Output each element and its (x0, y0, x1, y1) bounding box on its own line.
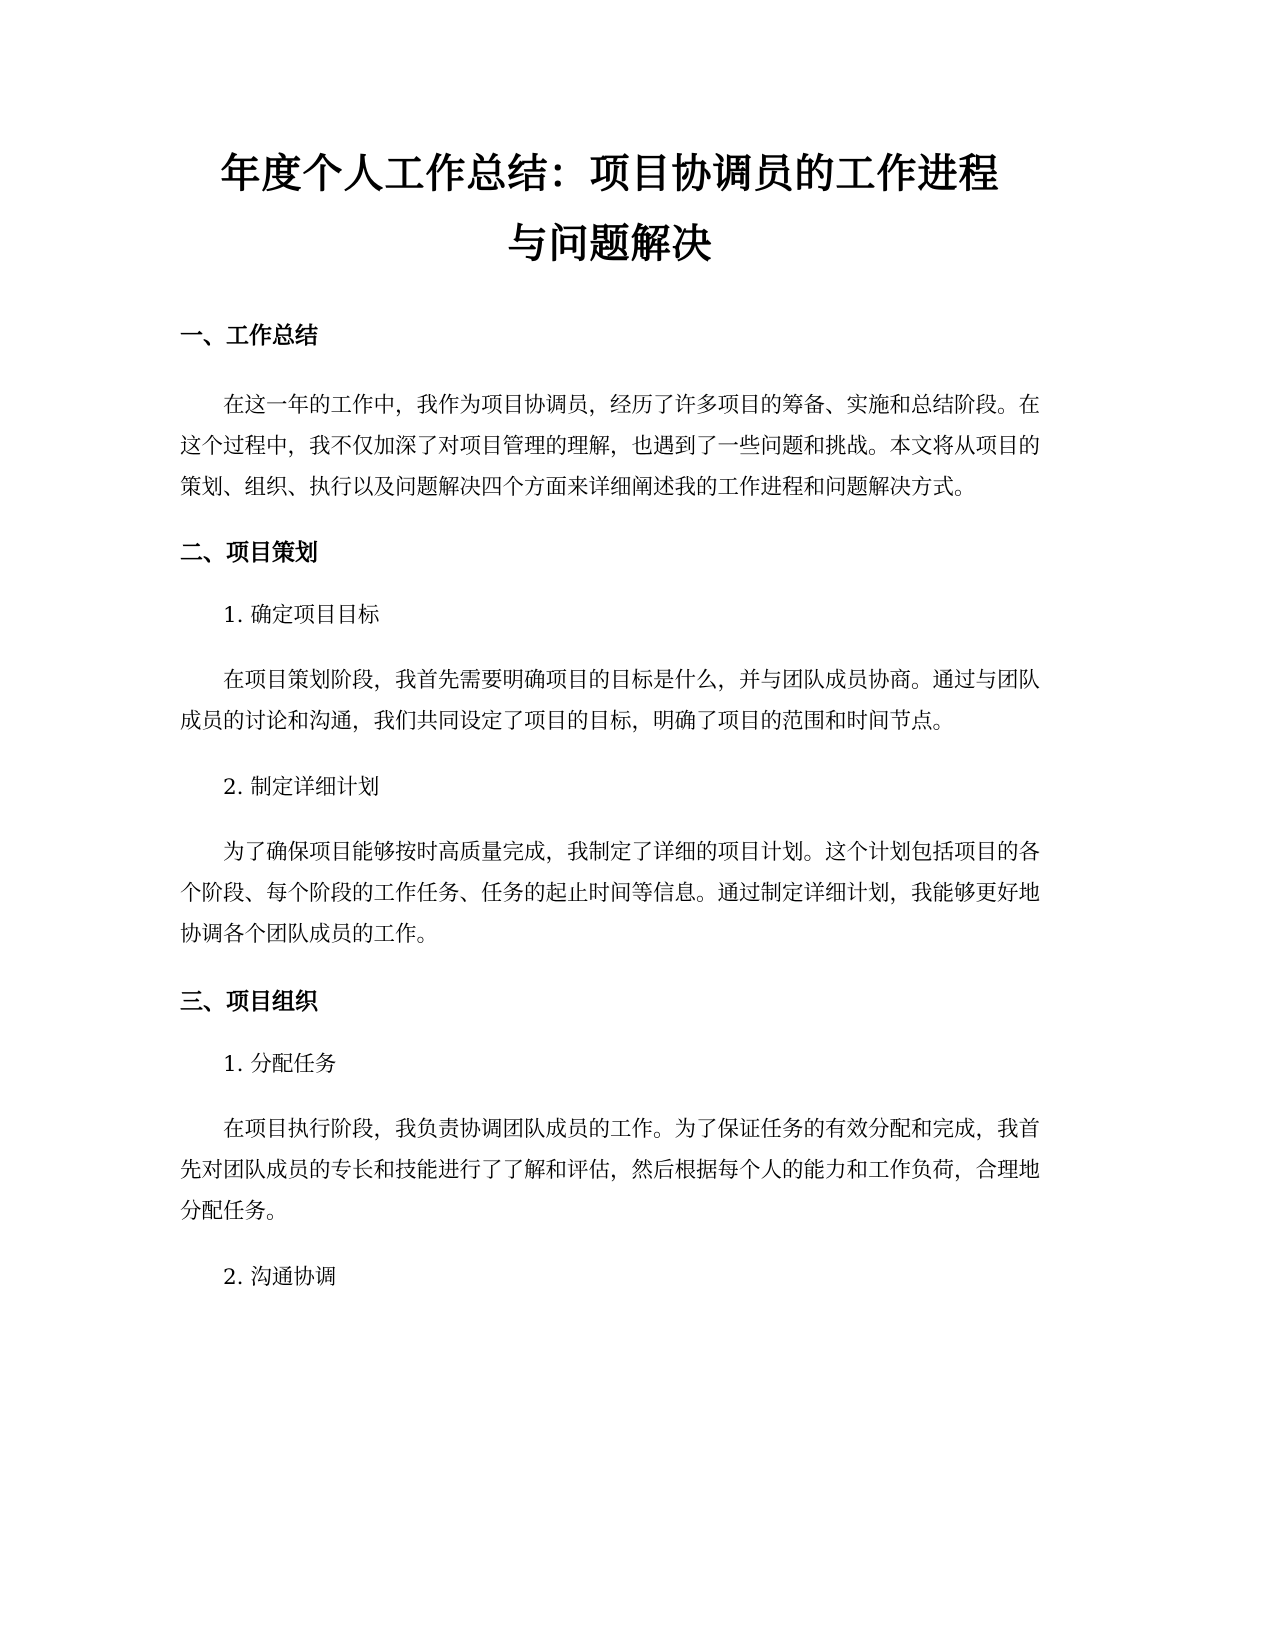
paragraph-work-summary: 在这一年的工作中，我作为项目协调员，经历了许多项目的筹备、实施和总结阶段。在这个过程中，我不仅加深了对项目管理的理解，也遇到了一些问题和挑战。本文将从项目的策划、组织、执行以及问题解决四个方面来详细阐述我的工作进程和问题解决方式。 (180, 393, 1041, 500)
title-line-1: 年度个人工作总结：项目协调员的工作进程 (220, 151, 1000, 197)
section-heading-work-summary: 一、工作总结 (180, 323, 318, 349)
subheading-detailed-plan: 2. 制定详细计划 (223, 775, 380, 800)
section-heading-project-organization: 三、项目组织 (180, 989, 318, 1015)
section-heading-project-planning: 二、项目策划 (180, 540, 318, 566)
paragraph-assign-tasks: 在项目执行阶段，我负责协调团队成员的工作。为了保证任务的有效分配和完成，我首先对团队成员的专长和技能进行了了解和评估，然后根据每个人的能力和工作负荷，合理地分配任务。 (180, 1117, 1041, 1224)
subheading-set-goals: 1. 确定项目目标 (223, 603, 380, 628)
paragraph-detailed-plan: 为了确保项目能够按时高质量完成，我制定了详细的项目计划。这个计划包括项目的各个阶段、每个阶段的工作任务、任务的起止时间等信息。通过制定详细计划，我能够更好地协调各个团队成员的工作。 (180, 840, 1041, 947)
paragraph-set-goals: 在项目策划阶段，我首先需要明确项目的目标是什么，并与团队成员协商。通过与团队成员的讨论和沟通，我们共同设定了项目的目标，明确了项目的范围和时间节点。 (180, 668, 1041, 734)
document-page (180, 0, 1040, 1293)
document-title (180, 0, 1040, 279)
subheading-assign-tasks: 1. 分配任务 (223, 1052, 337, 1077)
subheading-communication: 2. 沟通协调 (223, 1265, 337, 1290)
title-line-2: 与问题解决 (507, 221, 713, 267)
